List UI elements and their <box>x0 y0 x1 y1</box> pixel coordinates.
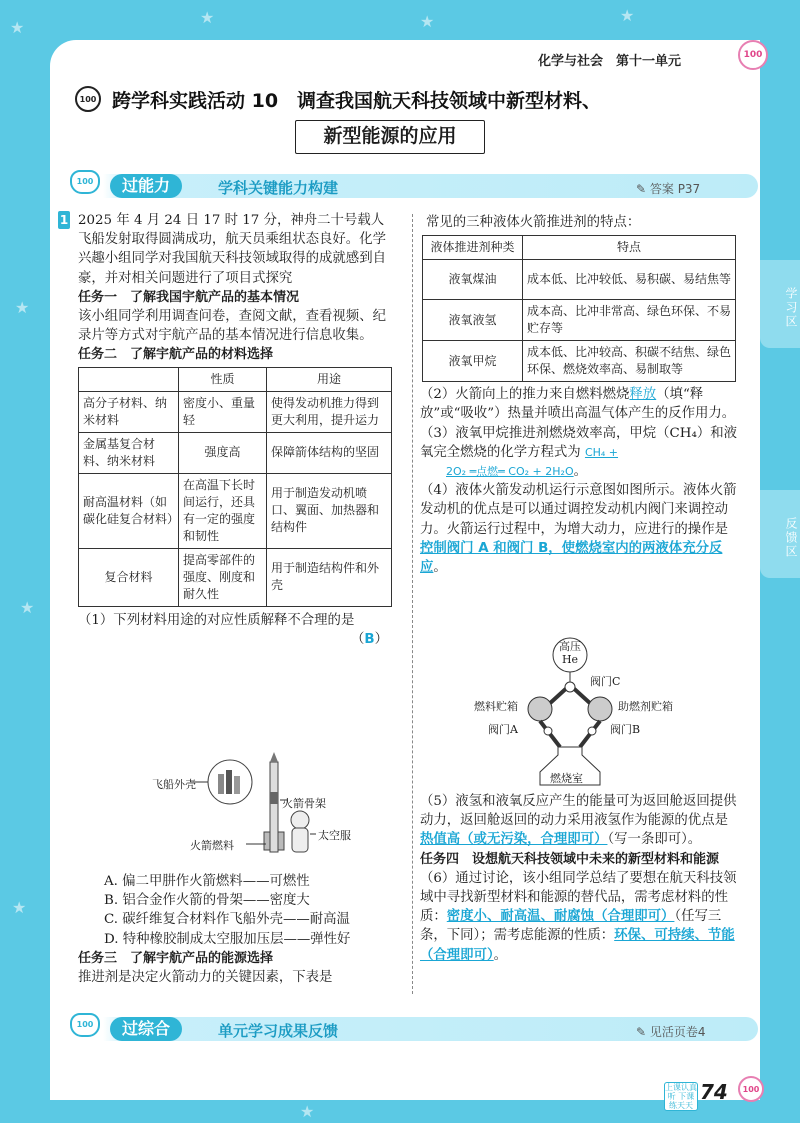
q5-text: （5）液氢和液氧反应产生的能量可为返回舱返回提供动力，返回舱返回的动力采用液氢作为能源的优点是 <box>420 794 737 829</box>
table-header-row <box>79 367 392 391</box>
diagram-valve-b: 阀门B <box>610 723 641 736</box>
title-line-1: 跨学科实践活动 10 调查我国航天科技领域中新型材料、 <box>112 90 602 112</box>
q6-answer-energy[interactable]: 环保、可持续、节能（合理即可） <box>420 928 735 963</box>
side-tab-feedback[interactable]: 反馈区 <box>760 490 800 578</box>
header-subject: 化学与社会 <box>538 54 604 69</box>
header-unit: 第十一单元 <box>616 54 682 69</box>
q6-text: （6）通过讨论，该小组同学总结了要想在航天科技领域中寻找新型材料和能源的替代品，需考虑材料的性质： <box>420 870 737 925</box>
table-cell: 液氧液氢 <box>423 300 523 341</box>
q1-text: （1）下列材料用途的对应性质解释不合理的是 <box>78 612 355 628</box>
q1-answer[interactable]: B <box>364 631 375 647</box>
diagram-valve-a: 阀门A <box>488 723 518 736</box>
table-cell: 成本低、比冲较低、易积碳、易结焦等 <box>523 260 736 300</box>
option-a[interactable]: A. 偏二甲肼作火箭燃料——可燃性 <box>104 874 310 889</box>
diagram-label: 高压 <box>559 640 581 653</box>
task4-title: 任务四 设想航天科技领域中未来的新型材料和能源 <box>420 851 720 867</box>
q5 <box>420 792 740 850</box>
q2-text: （2）火箭向上的推力来自燃料燃烧 <box>420 387 630 403</box>
table-cell: 用于制造发动机喷口、翼面、加热器和结构件 <box>267 473 392 548</box>
q5-answer[interactable]: 热值高（或无污染，合理即可） <box>420 832 608 848</box>
table-row <box>423 341 736 382</box>
q4-answer[interactable]: 控制阀门 A 和阀门 B，使燃烧室内的两液体充分反应 <box>420 540 723 576</box>
band-label: 过能力 <box>110 174 182 198</box>
running-header <box>538 50 681 69</box>
column-divider <box>412 214 413 994</box>
q4-text: （4）液体火箭发动机运行示意图如图所示。液体火箭发动机的优点是可以通过调控发动机内阀门来调控动力。火箭运行过程中，为增大动力，应进行的操作是 <box>420 483 737 537</box>
q4 <box>420 481 740 577</box>
fig-label-shell: 飞船外壳 <box>152 778 196 791</box>
q4-end: 。 <box>433 560 447 576</box>
diagram-fuel-tank: 燃料贮箱 <box>474 700 518 713</box>
star-icon: ★ <box>620 6 635 25</box>
answer-ref-text: 答案 P37 <box>649 182 701 196</box>
q2 <box>420 385 740 423</box>
q2-answer[interactable]: 释放 <box>629 387 657 403</box>
table-cell: 复合材料 <box>79 548 179 606</box>
table-cell: 使得发动机推力得到更大利用，提升运力 <box>267 391 392 432</box>
table-row <box>79 548 392 606</box>
worksheet-ref[interactable]: ✎ 见活页卷4 <box>636 1025 706 1039</box>
table-cell: 液氧甲烷 <box>423 341 523 382</box>
table-cell: 提高零部件的强度、刚度和耐久性 <box>179 548 267 606</box>
table-header-cell <box>79 367 179 391</box>
corner-badge-icon: 100 <box>738 40 768 70</box>
diagram-top-label <box>556 640 584 666</box>
left-column-bottom <box>78 872 394 987</box>
band-subtitle: 学科关键能力构建 <box>218 179 339 197</box>
table-header-row <box>423 236 736 260</box>
answer-ref[interactable]: ✎ 答案 P37 <box>636 182 701 196</box>
option-b[interactable]: B. 铝合金作火箭的骨架——密度大 <box>104 893 310 909</box>
table-header-cell: 特点 <box>523 236 736 260</box>
diagram-oxidizer-tank: 助燃剂贮箱 <box>618 700 673 713</box>
right-column-bottom <box>420 792 740 965</box>
footer-tag: 上课认真听 下课练天天 <box>665 1083 697 1110</box>
diagram-valve-c: 阀门C <box>590 675 621 688</box>
option-d[interactable]: D. 特种橡胶制成太空服加压层——弹性好 <box>104 931 351 947</box>
table-cell: 保障箭体结构的坚固 <box>267 432 392 473</box>
q6-answer-material[interactable]: 密度小、耐高温、耐腐蚀（合理即可） <box>446 909 675 925</box>
star-icon: ★ <box>420 12 435 31</box>
table-cell: 耐高温材料（如碳化硅复合材料） <box>79 473 179 548</box>
table-row <box>423 300 736 341</box>
star-icon: ★ <box>12 898 27 917</box>
mascot-icon: 100 <box>70 1013 100 1037</box>
q5-text-end: （写一条即可）。 <box>607 832 702 848</box>
propellant-table <box>422 235 736 382</box>
title-line-2: 新型能源的应用 <box>295 120 485 154</box>
rocket-figure <box>130 752 380 862</box>
task2-title: 任务二 了解宇航产品的材料选择 <box>78 347 274 363</box>
q3-end: 。 <box>573 464 587 480</box>
q3-answer-part1[interactable]: CH₄ + <box>584 445 619 459</box>
q6-end: 。 <box>493 947 508 963</box>
table-cell: 在高温下长时间运行，还具有一定的强度和韧性 <box>179 473 267 548</box>
star-icon: ★ <box>300 1102 315 1121</box>
table-cell: 密度小、重量轻 <box>179 391 267 432</box>
diagram-label: He <box>561 653 579 666</box>
band-subtitle: 单元学习成果反馈 <box>218 1022 339 1040</box>
option-c[interactable]: C. 碳纤维复合材料作飞船外壳——耐高温 <box>104 912 350 928</box>
diagram-chamber: 燃烧室 <box>550 772 583 785</box>
q6-text-mid: （任写三条，下同）；需考虑能源的性质： <box>420 909 722 944</box>
q6 <box>420 869 740 965</box>
q1-answer-line <box>78 630 394 649</box>
paren: ） <box>374 631 388 647</box>
side-tab-study[interactable]: 学习区 <box>760 260 800 348</box>
table-cell: 用于制造结构件和外壳 <box>267 548 392 606</box>
star-icon: ★ <box>20 598 35 617</box>
title-badge-icon: 100 <box>75 86 101 112</box>
footer-badge-icon: 100 <box>738 1076 764 1102</box>
table-cell: 高分子材料、纳米材料 <box>79 391 179 432</box>
fig-label-frame: 火箭骨架 <box>282 797 326 810</box>
task3-title: 任务三 了解宇航产品的能源选择 <box>78 950 274 966</box>
fig-label-fuel: 火箭燃料 <box>190 839 234 852</box>
fig-label-suit: 太空服 <box>318 829 351 842</box>
paren: （ <box>351 631 365 647</box>
left-column <box>78 211 394 649</box>
table-row <box>79 432 392 473</box>
table-row <box>79 473 392 548</box>
task3-text: 推进剂是决定火箭动力的关键因素，下表是 <box>78 970 333 986</box>
star-icon: ★ <box>200 8 215 27</box>
q3-text: （3）液氧甲烷推进剂燃烧效率高，甲烷（CH₄）和液氧完全燃烧的化学方程式为 <box>420 425 738 460</box>
intro-text: 2025 年 4 月 24 日 17 时 17 分，神舟二十号载人飞船发射取得圆满成功，航天员乘组状态良好。化学兴趣小组同学对我国航天科技领域取得的成就感到自豪，并对相关问题进行了项目式探究 <box>78 213 386 286</box>
page-number: 74 <box>700 1080 728 1104</box>
question-number: 1 <box>59 213 69 227</box>
task1-text: 该小组同学利用调查问卷，查阅文献，查看视频、纪录片等方式对宇航产品的基本情况进行信息收集。 <box>78 309 386 344</box>
propellant-intro: 常见的三种液体火箭推进剂的特点： <box>426 215 641 230</box>
table-cell: 强度高 <box>179 432 267 473</box>
star-icon: ★ <box>10 18 25 37</box>
table-cell: 金属基复合材料、纳米材料 <box>79 432 179 473</box>
band-label: 过综合 <box>110 1017 182 1041</box>
right-column <box>420 213 740 577</box>
star-icon: ★ <box>15 298 30 317</box>
table-header-cell: 用途 <box>267 367 392 391</box>
table-row <box>423 260 736 300</box>
table-header-cell: 性质 <box>179 367 267 391</box>
mascot-icon: 100 <box>70 170 100 194</box>
materials-table <box>78 367 392 607</box>
q2-text-end: （填“释放”或“吸收”）热量并喷出高温气体产生的反作用力。 <box>420 387 736 422</box>
table-cell: 成本低、比冲较高、积碳不结焦、绿色环保、燃烧效率高、易制取等 <box>523 341 736 382</box>
worksheet-ref-text: 见活页卷4 <box>649 1025 706 1039</box>
table-header-cell: 液体推进剂种类 <box>423 236 523 260</box>
table-cell: 液氧煤油 <box>423 260 523 300</box>
q3 <box>420 424 740 482</box>
q3-answer-part2[interactable]: 2O₂ ═点燃═ CO₂ + 2H₂O <box>446 465 574 479</box>
table-cell: 成本高、比冲非常高、绿色环保、不易贮存等 <box>523 300 736 341</box>
table-row <box>79 391 392 432</box>
task1-title: 任务一 了解我国宇航产品的基本情况 <box>78 289 300 305</box>
